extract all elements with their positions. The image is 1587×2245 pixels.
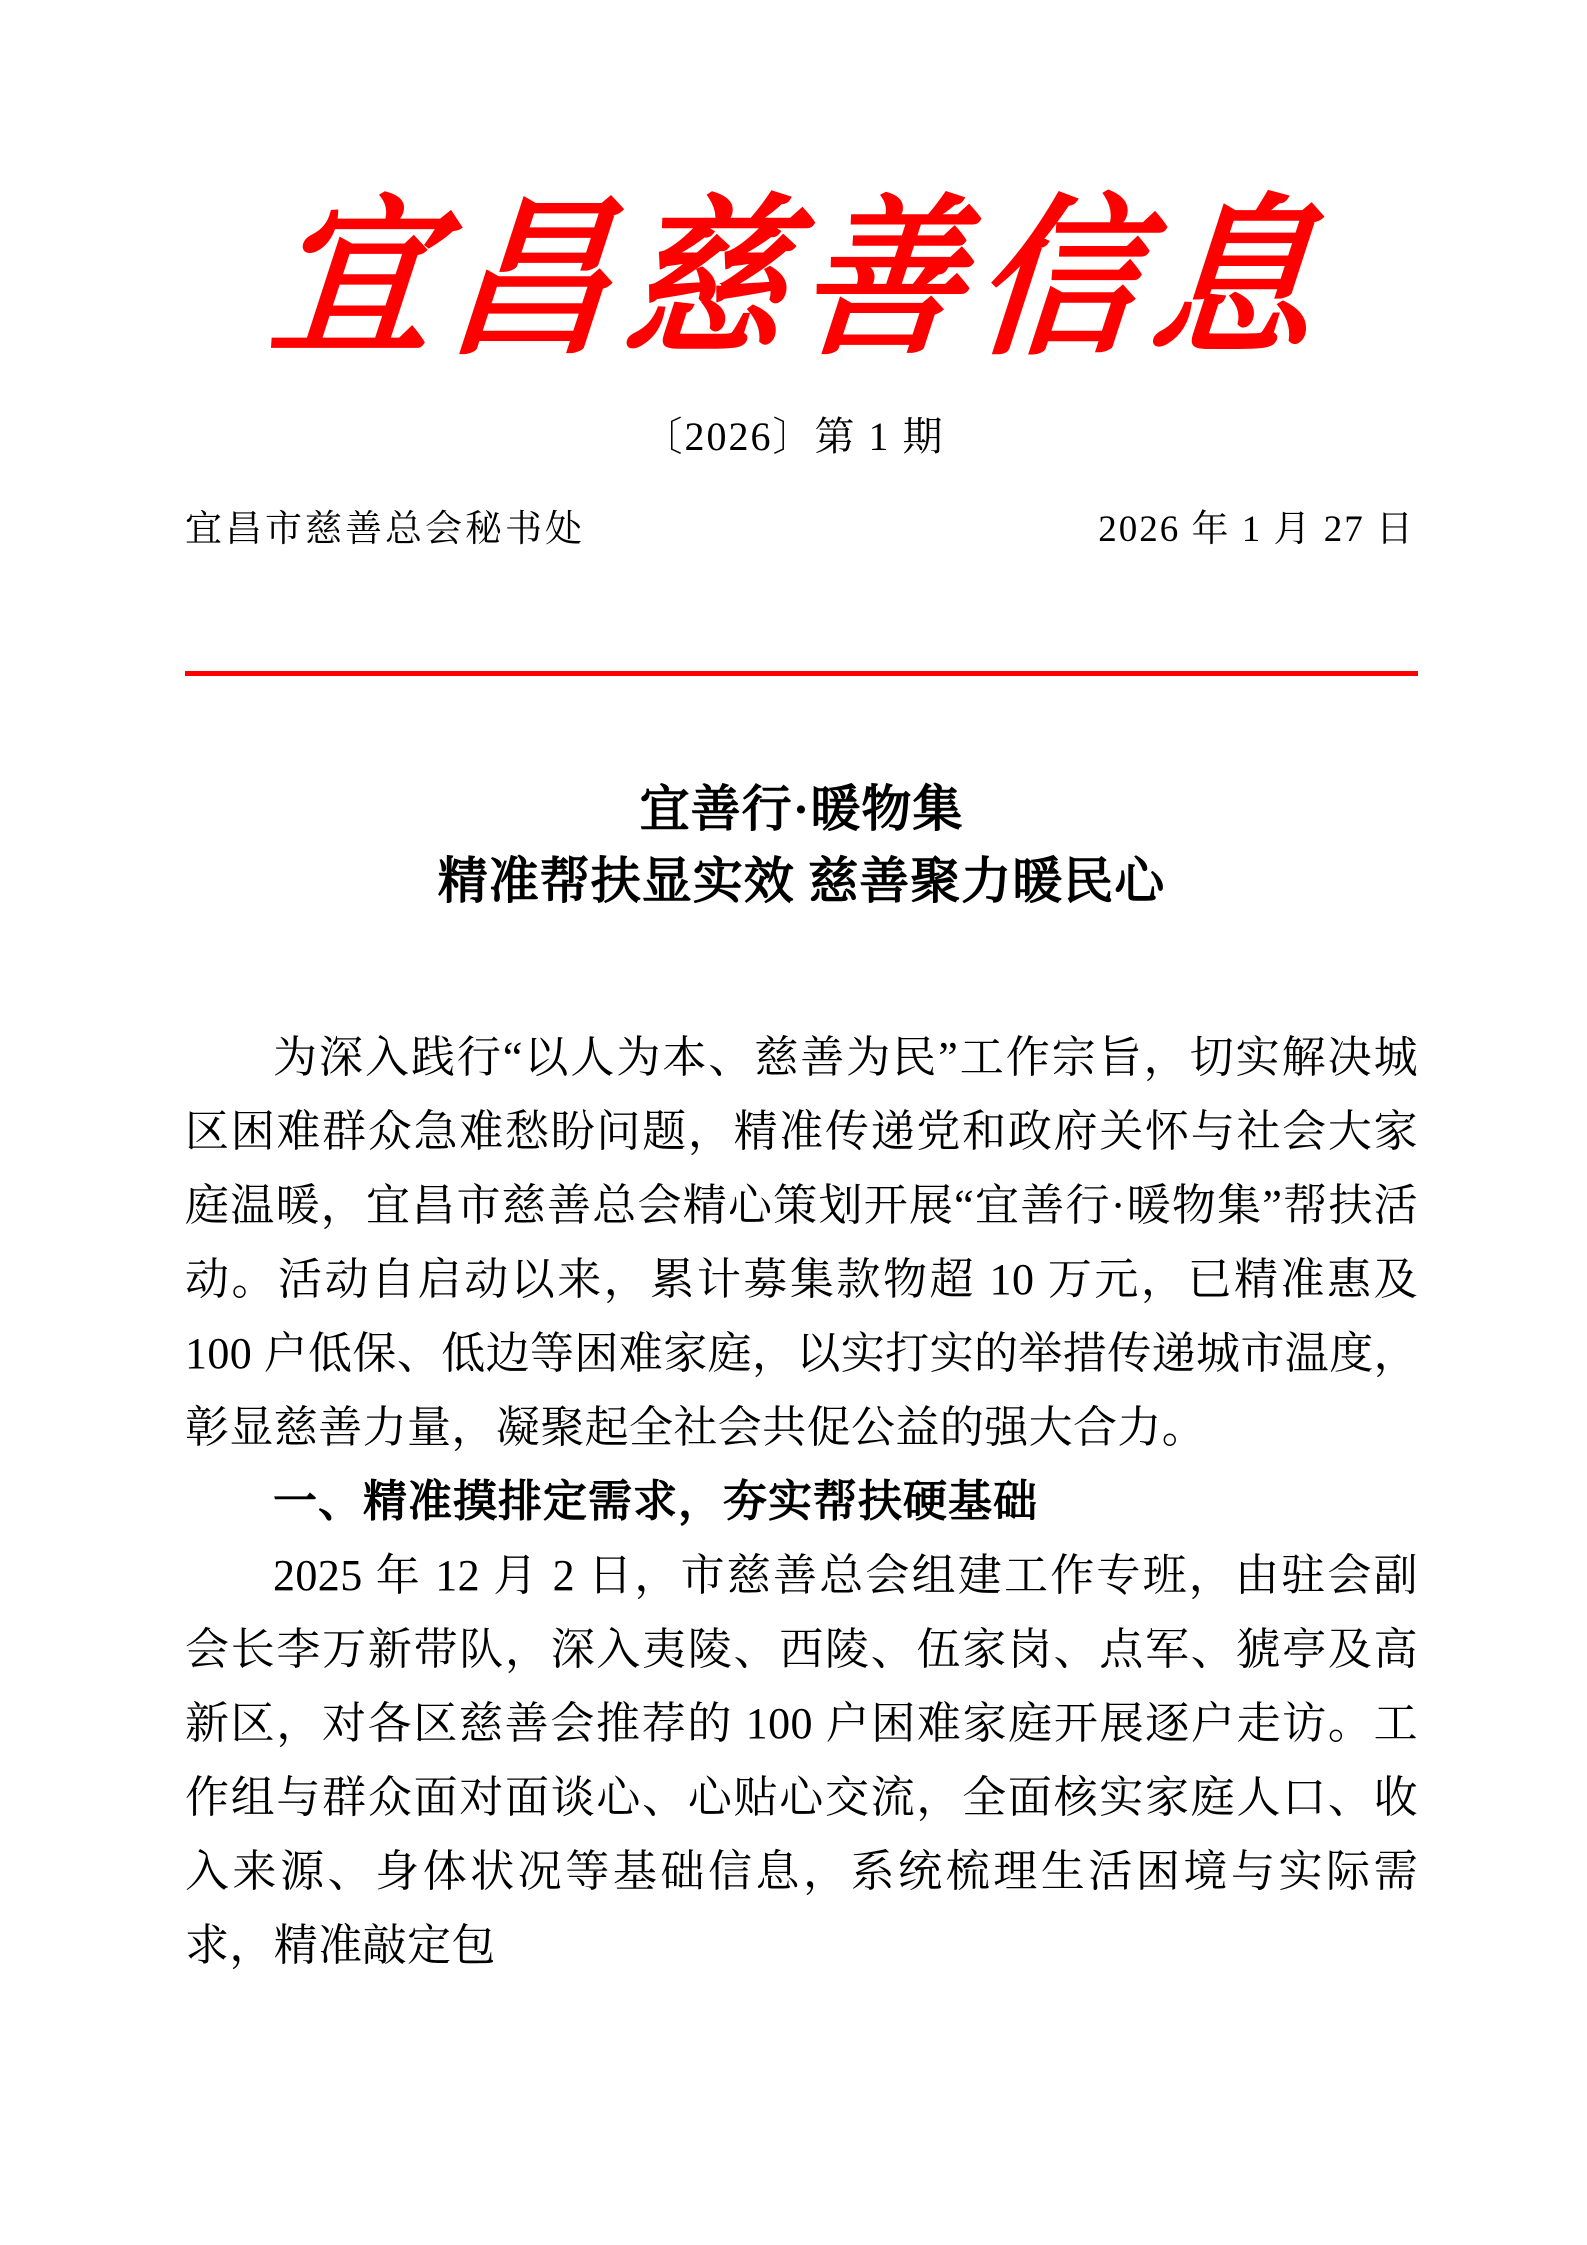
section-heading: 一、精准摸排定需求，夯实帮扶硬基础 bbox=[273, 1477, 1038, 1526]
issue-number-line: 〔2026〕第 1 期 bbox=[642, 414, 945, 460]
masthead-title: 宜昌慈善信息 bbox=[264, 186, 1337, 377]
masthead-block bbox=[0, 0, 1587, 561]
document-title-line-2: 精准帮扶显实效 慈善聚力暖民心 bbox=[437, 853, 1166, 909]
document-body bbox=[185, 1021, 1418, 1983]
publication-date: 2026 年 1 月 27 日 bbox=[1098, 509, 1415, 551]
document-title bbox=[185, 774, 1418, 918]
body-paragraph: 为深入践行“以人为本、慈善为民”工作宗旨，切实解决城区困难群众急难愁盼问题，精准传递党和政府关怀与社会大家庭温暖，宜昌市慈善总会精心策划开展“宜善行·暖物集”帮扶活动。活动自启动以来，累计募集款物超 10 万元，已精准惠及 100 户低保、低边等困难家庭，以实打实的举措传递城市温度，彰显慈善力量，凝聚起全社会共促公益的强大合力。 bbox=[185, 1033, 1418, 1452]
publisher-label: 宜昌市慈善总会秘书处 bbox=[185, 509, 585, 551]
document-title-line-1: 宜善行·暖物集 bbox=[639, 781, 964, 837]
red-horizontal-rule bbox=[185, 671, 1418, 676]
body-paragraph: 2025 年 12 月 2 日，市慈善总会组建工作专班，由驻会副会长李万新带队，深入夷陵、西陵、伍家岗、点军、猇亭及高新区，对各区慈善会推荐的 100 户困难家庭开展逐户走访。工作组与群众面对面谈心、心贴心交流，全面核实家庭人口、收入来源、身体状况等基础信息，系统梳理生活困境与实际需求，精准敲定包 bbox=[185, 1551, 1418, 1970]
imprint-row bbox=[0, 505, 1587, 561]
